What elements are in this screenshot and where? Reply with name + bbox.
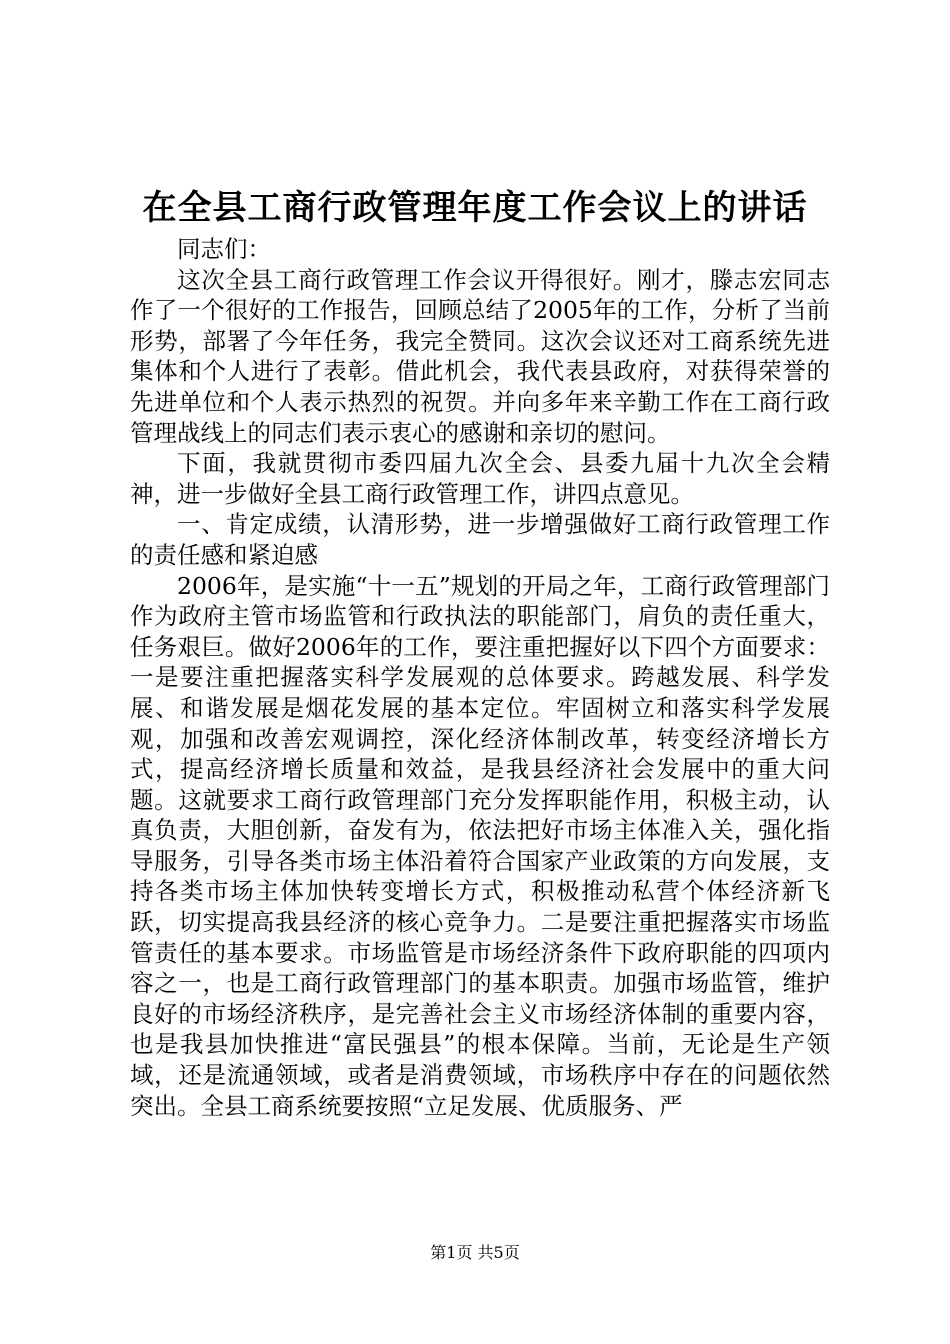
page-number-footer: 第1页 共5页 [430,1243,520,1262]
paragraph-opening: 这次全县工商行政管理工作会议开得很好。刚才，滕志宏同志作了一个很好的工作报告，回顾总结了2005年的工作，分析了当前形势，部署了今年任务，我完全赞同。这次会议还对工商系统先进集体和个人进行了表彰。借此机会，我代表县政府，对获得荣誉的先进单位和个人表示热烈的祝贺。并向多年来辛勤工作在工商行政管理战线上的同志们表示衷心的感谢和亲切的慰问。 [130,265,830,447]
salutation: 同志们： [177,235,271,263]
document-title: 在全县工商行政管理年度工作会议上的讲话 [142,188,808,228]
paragraph-intro: 下面，我就贯彻市委四届九次全会、县委九届十九次全会精神，进一步做好全县工商行政管理工作，讲四点意见。 [130,449,830,508]
paragraph-section-1: 2006年，是实施“十一五”规划的开局之年，工商行政管理部门作为政府主管市场监管和行政执法的职能部门，肩负的责任重大，任务艰巨。做好2006年的工作，要注重把握好以下四个方面要求：一是要注重把握落实科学发展观的总体要求。跨越发展、科学发展、和谐发展是烟花发展的基本定位。牢固树立和落实科学发展观，加强和改善宏观调控，深化经济体制改革，转变经济增长方式，提高经济增长质量和效益，是我县经济社会发展中的重大问题。这就要求工商行政管理部门充分发挥职能作用，积极主动，认真负责，大胆创新，奋发有为，依法把好市场主体准入关，强化指导服务，引导各类市场主体沿着符合国家产业政策的方向发展，支持各类市场主体加快转变增长方式，积极推动私营个体经济新飞跃，切实提高我县经济的核心竞争力。二是要注重把握落实市场监管责任的基本要求。市场监管是市场经济条件下政府职能的四项内容之一，也是工商行政管理部门的基本职责。加强市场监管，维护良好的市场经济秩序，是完善社会主义市场经济体制的重要内容，也是我县加快推进“富民强县”的根本保障。当前，无论是生产领域，还是流通领域，或者是消费领域，市场秩序中存在的问题依然突出。全县工商系统要按照“立足发展、优质服务、严 [130,571,830,1120]
section-heading-1: 一、肯定成绩，认清形势，进一步增强做好工商行政管理工作的责任感和紧迫感 [130,510,830,569]
document-body [130,234,830,1121]
